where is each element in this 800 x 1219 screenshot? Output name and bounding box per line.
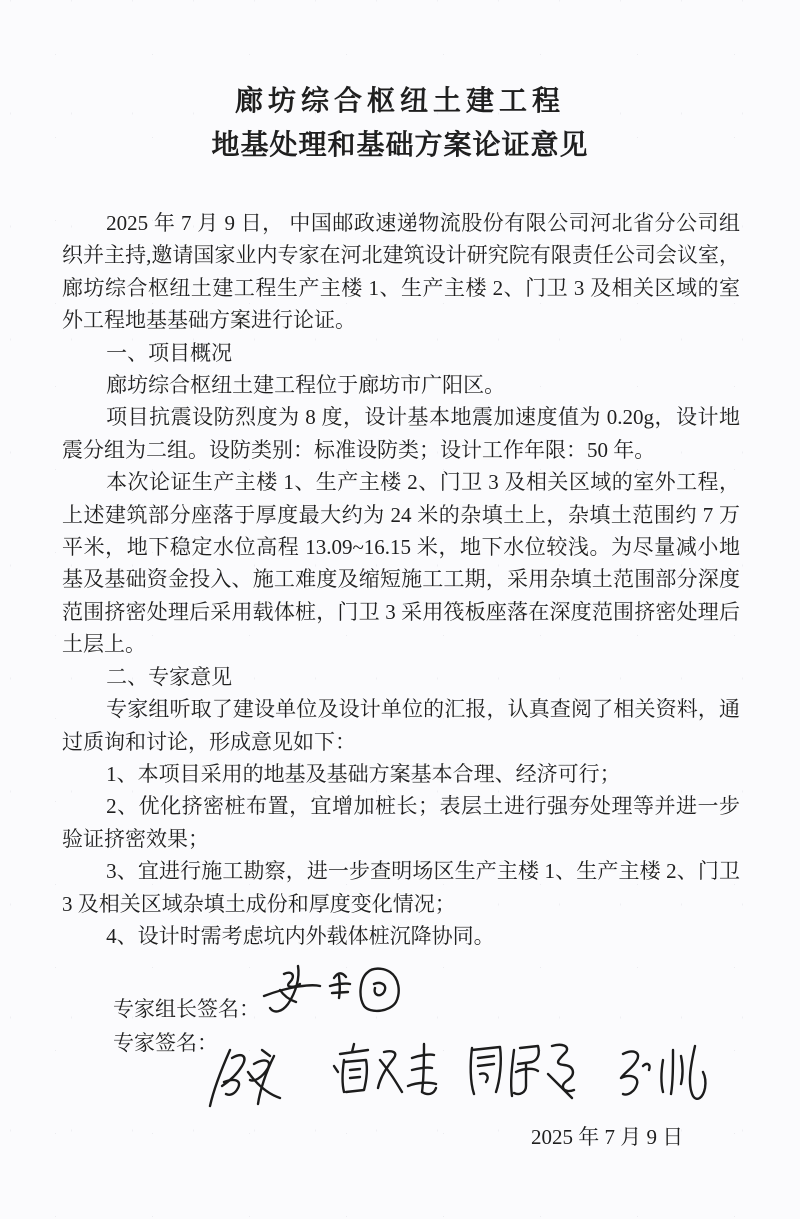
leader-signature-label: 专家组长签名： xyxy=(113,997,260,1021)
document-date: 2025 年 7 月 9 日 xyxy=(531,1125,684,1149)
expert-signature-1-handwriting xyxy=(202,1042,312,1112)
paragraph-scheme: 本次论证生产主楼 1、生产主楼 2、门卫 3 及相关区域的室外工程，上述建筑部分座落于厚度最大约为 24 米的杂填土上，杂填土范围约 7 万平米，地下稳定水位高程 13.09~16.15 米，地下水位较浅。为尽量减小地基及基础资金投入、施工难度及缩短施工工期，采用杂填土范围部分深度范围挤密处理后采用载体桩，门卫 3 采用筏板座落在深度范围挤密处理后土层上。 xyxy=(62,470,740,657)
opinion-item-1: 1、本项目采用的地基及基础方案基本合理、经济可行； xyxy=(106,761,621,786)
paragraph-location: 廊坊综合枢纽土建工程位于廊坊市广阳区。 xyxy=(106,373,506,398)
expert-signature-3-handwriting xyxy=(462,1038,592,1102)
heading-section-2: 二、专家意见 xyxy=(106,664,233,689)
experts-signature-label: 专家签名： xyxy=(113,1031,218,1055)
opinion-item-4: 4、设计时需考虑坑内外载体桩沉降协同。 xyxy=(106,923,495,948)
paragraph-expert-review: 专家组听取了建设单位及设计单位的汇报，认真查阅了相关资料，通过质询和讨论，形成意见如下： xyxy=(62,697,740,754)
opinion-item-2: 2、优化挤密桩布置，宜增加桩长；表层土进行强夯处理等并进一步验证挤密效果； xyxy=(62,794,740,851)
title-line-2: 地基处理和基础方案论证意见 xyxy=(211,130,589,161)
leader-signature-handwriting xyxy=(250,960,410,1020)
opinion-item-3: 3、宜进行施工勘察，进一步查明场区生产主楼 1、生产主楼 2、门卫 3 及相关区域杂填土成份和厚度变化情况； xyxy=(62,859,740,916)
expert-signature-2-handwriting xyxy=(332,1038,452,1102)
title-line-1: 廊坊综合枢纽土建工程 xyxy=(234,86,565,117)
document-body xyxy=(62,207,740,952)
expert-signature-4-handwriting xyxy=(615,1040,720,1106)
paragraph-seismic: 项目抗震设防烈度为 8 度，设计基本地震加速度值为 0.20g，设计地震分组为二组。设防类别：标准设防类；设计工作年限：50 年。 xyxy=(62,405,740,462)
heading-section-1: 一、项目概况 xyxy=(106,340,233,365)
paragraph-intro: 2025 年 7 月 9 日， 中国邮政速递物流股份有限公司河北省分公司组织并主持,邀请国家业内专家在河北建筑设计研究院有限责任公司会议室， 廊坊综合枢纽土建工程生产主楼 1、生产主楼 2、门卫 3 及相关区域的室外工程地基基础方案进行论证。 xyxy=(62,211,740,333)
document-title xyxy=(0,80,800,168)
